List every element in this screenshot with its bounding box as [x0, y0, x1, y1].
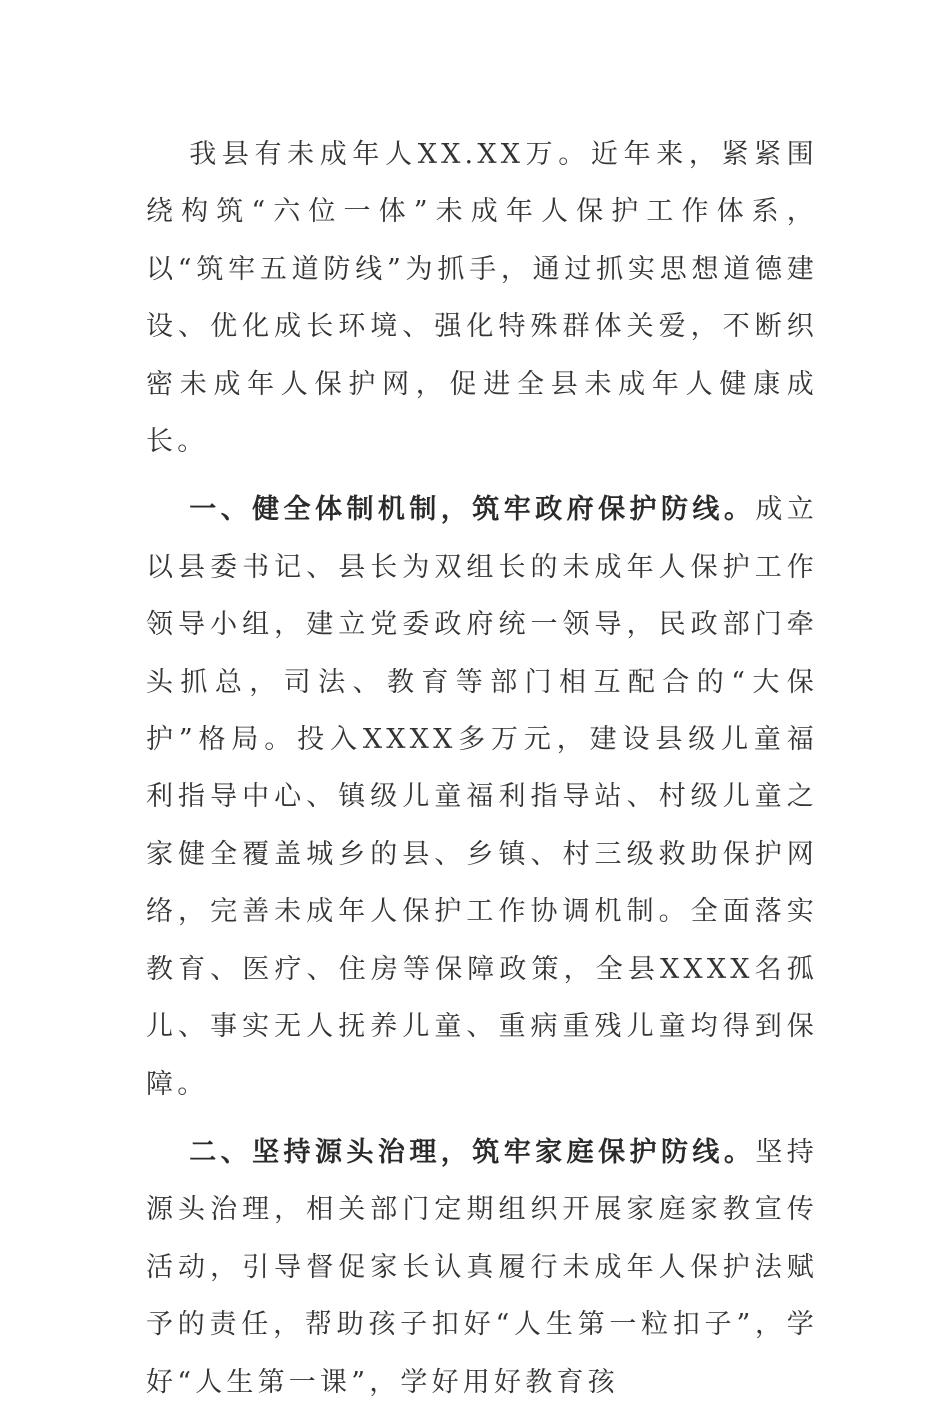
paragraph-intro-text: 我县有未成年人XX.XX万。近年来，紧紧围绕构筑“六位一体”未成年人保护工作体系，以“筑牢五道防线”为抓手，通过抓实思想道德建设、优化成长环境、强化特殊群体关爱，不断织密未成年人保护网，促进全县未成年人健康成长。 — [146, 139, 818, 458]
section-2-text: 坚持源头治理，相关部门定期组织开展家庭家教宣传活动，引导督促家长认真履行未成年人保护法赋予的责任，帮助孩子扣好“人生第一粒扣子”，学好“人生第一课”，学好用好教育孩 — [146, 1136, 818, 1398]
paragraph-section-1 — [146, 481, 818, 1112]
section-1-heading: 一、健全体制机制，筑牢政府保护防线。 — [189, 494, 756, 526]
document-body — [146, 126, 818, 1411]
section-1-text: 成立以县委书记、县长为双组长的未成年人保护工作领导小组，建立党委政府统一领导，民政部门牵头抓总，司法、教育等部门相互配合的“大保护”格局。投入XXXX多万元，建设县级儿童福利指导中心、镇级儿童福利指导站、村级儿童之家健全覆盖城乡的县、乡镇、村三级救助保护网络，完善未成年人保护工作协调机制。全面落实教育、医疗、住房等保障政策，全县XXXX名孤儿、事实无人抚养儿童、重病重残儿童均得到保障。 — [146, 494, 818, 1100]
section-2-heading: 二、坚持源头治理，筑牢家庭保护防线。 — [189, 1136, 756, 1168]
paragraph-section-2 — [146, 1124, 818, 1411]
paragraph-intro — [146, 126, 818, 470]
